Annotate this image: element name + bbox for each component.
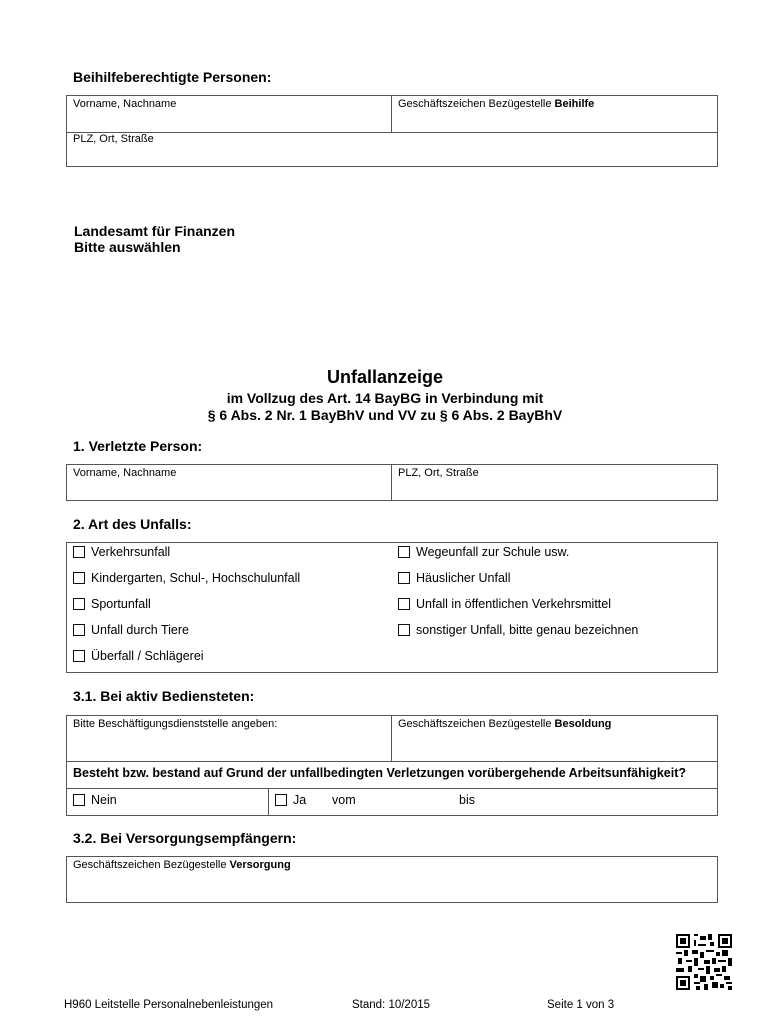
option-verkehrsunfall[interactable]: Verkehrsunfall	[73, 545, 170, 559]
section1-heading: 1. Verletzte Person:	[73, 438, 203, 454]
from-date-field[interactable]: vom	[332, 793, 356, 807]
checkbox[interactable]	[73, 794, 85, 806]
injured-address-label: PLZ, Ort, Straße	[398, 467, 479, 479]
section2-heading: 2. Art des Unfalls:	[73, 516, 192, 532]
option-tiere[interactable]: Unfall durch Tiere	[73, 623, 189, 637]
section1-box	[66, 464, 718, 501]
divider	[67, 788, 717, 789]
checkbox[interactable]	[73, 624, 85, 636]
besoldung-gz-field[interactable]	[392, 716, 717, 761]
option-ja[interactable]: Ja	[275, 793, 306, 807]
checkbox[interactable]	[73, 598, 85, 610]
checkbox[interactable]	[275, 794, 287, 806]
option-verkehrsmittel[interactable]: Unfall in öffentlichen Verkehrsmittel	[398, 597, 611, 611]
beihilfe-address-field[interactable]	[67, 133, 717, 166]
recipient-name: Landesamt für Finanzen	[74, 223, 236, 239]
dienststelle-label: Bitte Beschäftigungsdienststelle angeben:	[73, 718, 278, 730]
section31-heading: 3.1. Bei aktiv Bediensteten:	[73, 688, 255, 704]
option-sonstiger[interactable]: sonstiger Unfall, bitte genau bezeichnen	[398, 623, 638, 637]
option-haeuslich[interactable]: Häuslicher Unfall	[398, 571, 510, 585]
checkbox[interactable]	[398, 572, 410, 584]
form-subtitle-1: im Vollzug des Art. 14 BayBG in Verbindung mit	[226, 390, 544, 406]
option-ueberfall[interactable]: Überfall / Schlägerei	[73, 649, 204, 663]
injured-address-field[interactable]	[392, 465, 717, 500]
versorgung-gz-label: Geschäftszeichen Bezügestelle Versorgung	[73, 859, 291, 871]
recipient-block	[74, 223, 235, 255]
checkbox[interactable]	[73, 572, 85, 584]
divider	[67, 761, 717, 762]
checkbox[interactable]	[73, 650, 85, 662]
to-date-field[interactable]: bis	[459, 793, 475, 807]
section32-heading: 3.2. Bei Versorgungsempfängern:	[73, 830, 297, 846]
gz-label: Geschäftszeichen Bezügestelle Beihilfe	[398, 98, 595, 110]
beihilfe-gz-field[interactable]	[392, 96, 717, 132]
beihilfe-name-field[interactable]	[67, 96, 391, 132]
versorgung-gz-field[interactable]	[66, 856, 718, 903]
beihilfe-box	[66, 95, 718, 167]
incapacity-question: Besteht bzw. bestand auf Grund der unfallbedingten Verletzungen vorübergehende Arbeitsunfähigkeit?	[73, 766, 687, 780]
besoldung-gz-label: Geschäftszeichen Bezügestelle Besoldung	[398, 718, 612, 730]
checkbox[interactable]	[398, 546, 410, 558]
name-label: Vorname, Nachname	[73, 98, 177, 110]
option-nein[interactable]: Nein	[73, 793, 117, 807]
option-sportunfall[interactable]: Sportunfall	[73, 597, 151, 611]
checkbox[interactable]	[398, 598, 410, 610]
dienststelle-field[interactable]	[67, 716, 391, 761]
form-stand: Stand: 10/2015	[352, 999, 431, 1011]
form-subtitle-2: § 6 Abs. 2 Nr. 1 BayBhV und VV zu § 6 Abs. 2 BayBhV	[207, 407, 563, 423]
checkbox[interactable]	[73, 546, 85, 558]
divider	[268, 788, 269, 815]
qr-code-icon	[676, 934, 732, 990]
section31-box	[66, 715, 718, 816]
recipient-select[interactable]: Bitte auswählen	[74, 239, 181, 255]
form-title: Unfallanzeige	[326, 367, 444, 387]
form-id: H960 Leitstelle Personalnebenleistungen	[64, 999, 274, 1011]
page-number: Seite 1 von 3	[547, 999, 615, 1011]
injured-name-label: Vorname, Nachname	[73, 467, 177, 479]
beihilfe-heading: Beihilfeberechtigte Personen:	[73, 69, 272, 85]
address-label: PLZ, Ort, Straße	[73, 133, 154, 145]
checkbox[interactable]	[398, 624, 410, 636]
option-schulunfall[interactable]: Kindergarten, Schul-, Hochschulunfall	[73, 571, 300, 585]
injured-name-field[interactable]	[67, 465, 391, 500]
option-wegeunfall[interactable]: Wegeunfall zur Schule usw.	[398, 545, 569, 559]
